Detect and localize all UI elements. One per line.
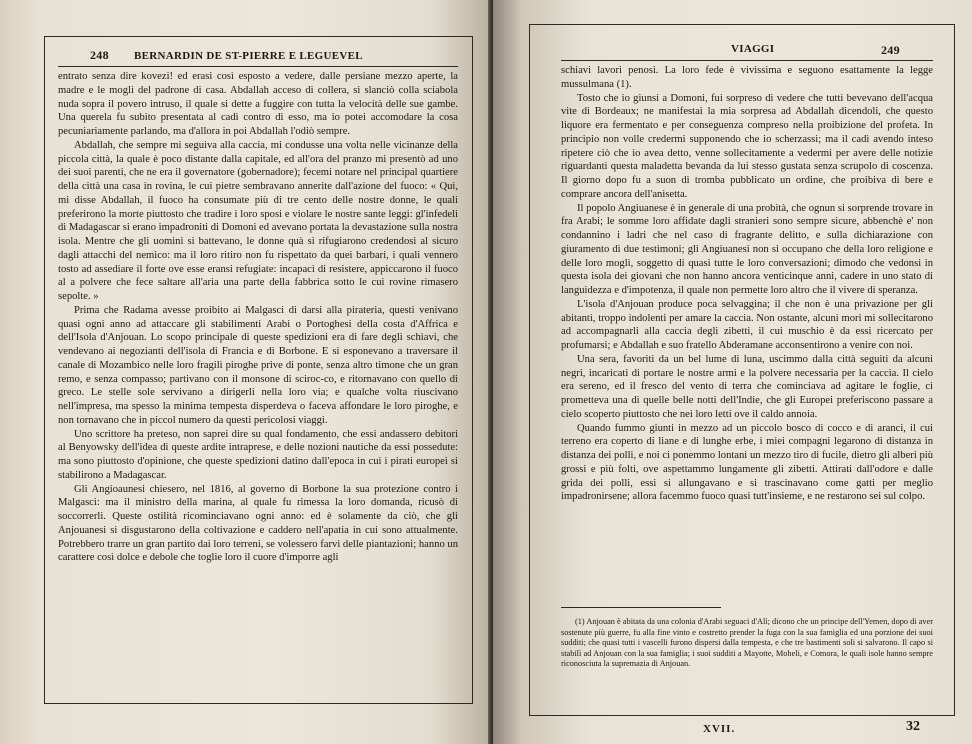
paragraph: Il popolo Angiuanese è in generale di una probità, che ognun si sorprende trovare in fra Arabi; le somme loro affidate dagli stranieri sono sempre sicure, abbenchè e' non condannino i ladri che nel caso di fragrante delitto, e sulla dichiarazione con giuramento di due testimoni; gli Angiuanesi non si occupano che della loro religione e delle loro mogli, soggetto di quasi tutte le loro conversazioni; dimodo che vedonsi in questa isola dei giovani che non hanno ancora venticinque anni, cadere in uno stato di languidezza e d'impotenza, il quale non permette loro altro che il vivere di speranza. [561,202,933,296]
paragraph: Tosto che io giunsi a Domoni, fui sorpreso di vedere che tutti bevevano dell'acqua vite di Bordeaux; ne manifestai la mia sorpresa ad Abdallah dicendoli, che questo liquore era fermentato e per conseguenza compreso nella proibizione del profeta. In principio non volle credermi supponendo che io scherzassi; ma il cadì avendo inteso ripetere ciò che io avea detto, venne sollecitamente a vedermi per avere delle notizie riguardanti questa maladetta bevanda da lui stesso gustata senza scrupolo di coscenza. Il giorno dopo fu a suon di tromba pubblicato un ordine, che proibiva di bere e comprare ancora dell'anisetta. [561,92,933,200]
paragraph: L'isola d'Anjouan produce poca selvaggina; il che non è una privazione per gli abitanti, troppo indolenti per amare la caccia. Non ostante, alcuni mori mi sollecitarono ad accompagnarli alla caccia degli zibetti, il cui muschio è da essi ricercato per profumarsi; e Abdallah e suo fratello Abderamane acconsentirono a venire con noi. [561,298,933,351]
footnote-rule [561,607,721,608]
paragraph: Uno scrittore ha preteso, non saprei dire su qual fondamento, che essi andassero debitori al Benyowsky dell'idea di queste ardite intraprese, e delle nozioni nautiche da essi possedute: ma sono piuttosto d'opinione, che queste spedizioni datino dall'epoca in cui i pirati europei si stabilirono a Madagascar. [58,428,458,481]
paragraph: schiavi lavori penosi. La loro fede è vivissima e seguono esattamente la legge mussulmana (1). [561,65,933,90]
paragraph: Abdallah, che sempre mi seguiva alla caccia, mi condusse una volta nelle vicinanze della piccola città, la quale è poco distante dalla capitale, ed all'ora del pranzo mi presentò ad uno dei suoi parenti, che ne era il governatore (gobernadore); fecemi notare nel principal quartiere della città una casa in rovina, le cui pietre sembravano annerite dall'azione del fuoco: « Qui, mi disse Abdallah, il fuoco ha consumate più di tre cento delle nostre donne, le quali preferirono la morte piuttosto che tradire i loro sposi e violare le nostre sante leggi: gl'infedeli di Madagascar si erano impadroniti di Domoni ed avevano portata la devastazione sulla nostra isola. Mentre che gli uomini si battevano, le donne quà si rifugiarono credendosi al sicuro dagli attacchi del nemico: ma il loro ritiro non fu rispettato da quei barbari, i quali vennero tosto ad assediare il forte ove esse eransi refugiate: incapaci di resistere, appiccarono il fuoco al a polvere che fece saltare all'aria una parte della fabbrica sotto le cui rovine rimasero sepolte. » [58,139,458,302]
paragraph: Quando fummo giunti in mezzo ad un piccolo bosco di cocco e di aranci, il cui terreno era coperto di liane e di lunghe erbe, i miei compagni legarono di distanza in distanza dei polli, e noi ci ponemmo lontani un mezzo tiro di fucile, dietro gli alberi più grossi e più folti, ove aspettammo lungamente gli zibetti. Attirati dall'odore e dalle grida dei polli, essi si allungavano e si trascinavano come gatti per meglio impadronirsene; allora facemmo fuoco quasi tutt'insieme, e ne restarono sei sul colpo. [561,422,933,503]
sheet-number: 32 [906,719,920,734]
running-head: VIAGGI [731,43,775,55]
page-number: 249 [881,43,900,57]
paragraph: entrato senza dire kovezi! ed erasi così esposto a vedere, dalle persiane mezzo aperte, la madre e le mogli del padrone di casa. Abdallah acceso di collera, si slanciò colla sciabola nuda sopra il povero intruso, il quale si dette a fuggire con tutta la velocità delle sue gambe. Una querela fu subito presentata al cadì contro di esso, ma io potei accomodare la cosa pecuniariamente parlando, ma d'allora in poi Abdallah l'odiò sempre. [58,71,458,137]
header-rule [58,66,458,67]
right-page [493,0,972,744]
page-number: 248 [90,48,109,62]
header-rule [561,60,933,61]
body-text [58,70,458,565]
paragraph: Gli Angioaunesi chiesero, nel 1816, al governo di Borbone la sua protezione contro i Malgasci: ma il ministro della marina, al quale fu rimessa la loro domanda, ricusò di soccorrerli. Queste ostilità ricominciavano ogni anno: ed è solamente da ciò, che gli Anjouanesi si disgustarono della coltivazione e caddero nell'apatia in cui sono attualmente. Potrebbero trarre un gran partito dai loro terreni, se volessero farvi delle piantazioni; hanno un carattere così dolce e debole che toglie loro il cuore d'imporre agli [58,483,458,564]
running-head: BERNARDIN DE ST-PIERRE E LEGUEVEL [134,50,363,62]
signature-mark: XVII. [703,723,736,735]
footnote [561,617,933,670]
footnote-text: (1) Anjouan è abitata da una colonia d'Arabi seguaci d'Alì; dicono che un principe dell'Yemen, dopo di aver sostenute più guerre, fu alla fine vinto e costretto prender la fuga con la sua famiglia ed una porzione dei suoi sudditi; che quasi tutti i vascelli furono dispersi dalla tempesta, e che tre bastimenti soli si salvarono. Il capo si stabilì ad Anjouan con la sua famiglia; i suoi sudditi a Mayotte, Moheli, e Comora, le quali isole hanno sempre riconosciuta la supremazia di Anjouan. [561,617,933,669]
paragraph: Una sera, favoriti da un bel lume di luna, uscimmo dalla città seguiti da alcuni negri, incaricati di portare le nostre armi e la polvere necessaria per la caccia. Il cielo era sereno, ed il fresco del vento di terra che cominciava ad agitare le foglie, ci prometteva una di quelle belle notti dell'Indie, che gli Europei preferiscono passare a cielo scoperto piuttosto che nei loro letti ove il caldo annoia. [561,353,933,420]
body-text [561,64,933,504]
paragraph: Prima che Radama avesse proibito ai Malgasci di darsi alla pirateria, questi venivano quasi ogni anno ad attaccare gli stabilimenti Arabi o Portoghesi della costa d'Affrica e dell'Isola d'Anjouan. Lo scopo principale di queste spedizioni era di fare degli schiavi, che vendevano ai negozianti dell'isola di Francia e di Borbone. E si esponevano a traversare il canale di Mozambico nelle loro fragili piroghe prive di ponte, senza altro timone che un gran remo, e senza compasso; partivano con il monsone di sciroc-co, e ritornavano con quello di greco. Le stelle sole servivano a dirigerli nella loro via; e qualche volta riuscivano nell'impresa, ma spesso la minima tempesta disperdeva o faceva affondare le loro piroghe, e non tornavano che in piccol numero da questi pericolosi viaggi. [58,304,458,426]
